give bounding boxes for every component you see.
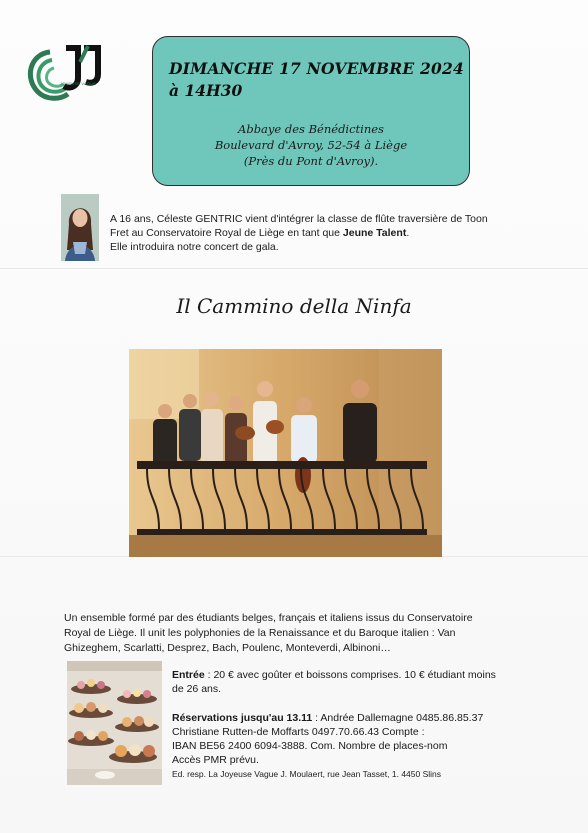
talent-text: . bbox=[406, 227, 410, 239]
entry-label: Entrée bbox=[172, 669, 205, 681]
ensemble-line: Royal de Liège. Il unit les polyphonies de la Renaissance et du Baroque italien : Van bbox=[64, 627, 456, 639]
ensemble-group-photo bbox=[129, 349, 442, 557]
entry-line: de 26 ans. bbox=[172, 683, 222, 695]
entry-price: : 20 € avec goûter et boissons comprises. 10 € étudiant moins bbox=[204, 669, 496, 681]
event-date-banner bbox=[152, 36, 470, 186]
event-venue bbox=[153, 121, 469, 169]
concert-title: Il Cammino della Ninfa bbox=[176, 294, 412, 318]
logo-caption: JOYEUSE VAGUE bbox=[60, 81, 97, 86]
talent-portrait-photo bbox=[61, 194, 99, 261]
talent-line bbox=[110, 226, 550, 240]
reservation-line bbox=[172, 711, 552, 725]
accessibility-line: Accès PMR prévu. bbox=[172, 754, 259, 766]
entry-line bbox=[172, 668, 552, 682]
reservation-contact: : Andrée Dallemagne 0485.86.85.37 bbox=[312, 712, 484, 724]
venue-line: (Près du Pont d'Avroy). bbox=[243, 154, 379, 168]
talent-text: Fret au Conservatoire Royal de Liège en tant que bbox=[110, 227, 343, 239]
venue-line: Abbaye des Bénédictines bbox=[238, 122, 384, 136]
ensemble-line: Ghizeghem, Scarlatti, Desprez, Bach, Poulenc, Monteverdi, Albinoni… bbox=[64, 642, 391, 654]
practical-info bbox=[172, 668, 552, 781]
jeune-talent-label: Jeune Talent bbox=[342, 227, 407, 239]
reservation-line: Christiane Rutten-de Moffarts 0497.70.66.43 Compte : bbox=[172, 726, 425, 738]
pastries-photo bbox=[67, 661, 162, 785]
talent-paragraph bbox=[110, 212, 550, 254]
talent-line: A 16 ans, Céleste GENTRIC vient d'intégrer la classe de flûte traversière de Toon bbox=[110, 213, 488, 225]
ensemble-paragraph bbox=[64, 611, 534, 656]
event-date: DIMANCHE 17 NOVEMBRE 2024 bbox=[169, 59, 464, 78]
ensemble-line: Un ensemble formé par des étudiants belges, français et italiens issus du Conservatoire bbox=[64, 612, 473, 624]
reservation-label: Réservations jusqu'au 13.11 bbox=[172, 712, 313, 724]
editor-line: Ed. resp. La Joyeuse Vague J. Moulaert, rue Jean Tasset, 1. 4450 Slins bbox=[172, 769, 442, 779]
venue-line: Boulevard d'Avroy, 52-54 à Liège bbox=[214, 138, 408, 152]
event-time: à 14H30 bbox=[169, 81, 243, 100]
joyeuse-vague-logo bbox=[20, 40, 104, 106]
talent-line: Elle introduira notre concert de gala. bbox=[110, 241, 279, 253]
fold-line bbox=[0, 268, 588, 269]
iban-line: IBAN BE56 2400 6094-3888. Com. Nombre de places-nom bbox=[172, 740, 448, 752]
